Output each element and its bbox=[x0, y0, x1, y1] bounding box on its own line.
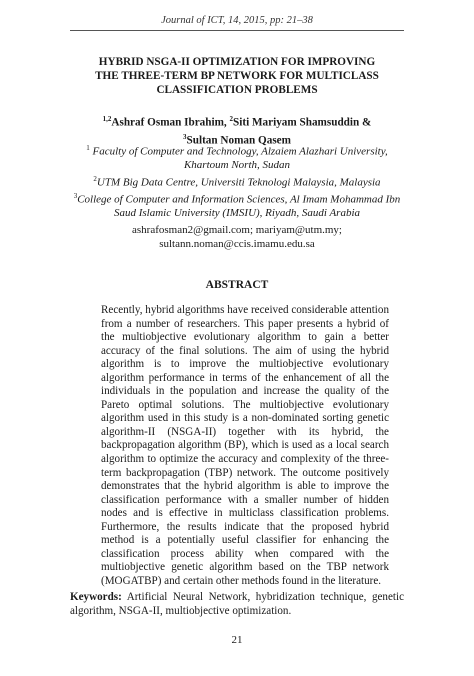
abstract-heading: ABSTRACT bbox=[205, 279, 269, 291]
affiliation-1-line-1 bbox=[40, 142, 434, 159]
keywords-paragraph bbox=[70, 591, 404, 618]
keywords-label: Keywords: bbox=[70, 591, 122, 603]
page-number: 21 bbox=[231, 634, 243, 646]
affiliation-list bbox=[40, 142, 434, 220]
affiliation-1-text: Faculty of Computer and Technology, Alzaiem Alazhari University, bbox=[89, 145, 388, 158]
affiliation-2-text: UTM Big Data Centre, Universiti Teknologi Malaysia, Malaysia bbox=[96, 176, 381, 189]
author-1-superscript: 1,2 bbox=[102, 115, 112, 123]
affiliation-3-superscript: 3 bbox=[73, 191, 78, 200]
affiliation-3-line-2: Saud Islamic University (IMSIU), Riyadh, Saudi Arabia bbox=[113, 206, 361, 219]
abstract-body: Recently, hybrid algorithms have received considerable attention from a number of researchers. This paper presents a hybrid of the multiobjective evolutionary algorithm to gain a better accuracy of the final solutions. The aim of using the hybrid algorithm is to improve the multiobjective evolutionary algorithm performance in terms of the enhancement of all the individuals in the population and increase the quality of the Pareto optimal solutions. The multiobjective evolutionary algorithm used in this study is a non-dominated sorting genetic algorithm-II (NSGA-II) together with its hybrid, the backpropagation algorithm (BP), which is used as a local search algorithm to optimize the accuracy and complexity of the three-term backpropagation (TBP) network. The outcome positively demonstrates that the hybrid algorithm is able to improve the classification performance with a smaller number of hidden nodes and is effective in multiclass classification problems. Furthermore, the results indicate that the proposed hybrid method is a potentially useful classifier for enhancing the classification process ability when compared with the multiobjective genetic algorithm based on the TBP network (MOGATBP) and certain other methods found in the literature. bbox=[101, 304, 389, 587]
author-3-superscript: 3 bbox=[183, 132, 187, 141]
author-1-name: Ashraf Osman Ibrahim, bbox=[111, 116, 230, 129]
author-line-1 bbox=[60, 112, 414, 130]
title-line-2: THE THREE-TERM BP NETWORK FOR MULTICLASS bbox=[95, 70, 379, 82]
title-line-1: HYBRID NSGA-II OPTIMIZATION FOR IMPROVING bbox=[98, 56, 376, 68]
email-line-2: sultann.noman@ccis.imamu.edu.sa bbox=[159, 237, 315, 250]
paper-title bbox=[60, 55, 414, 97]
affiliation-1-superscript: 1 bbox=[86, 144, 90, 152]
affiliation-1-line-2: Khartoum North, Sudan bbox=[183, 159, 291, 172]
author-2-name: Siti Mariyam Shamsuddin & bbox=[233, 116, 372, 129]
journal-header: Journal of ICT, 14, 2015, pp: 21–38 bbox=[161, 15, 313, 26]
author-2-superscript: 2 bbox=[229, 115, 234, 123]
header-rule bbox=[70, 30, 404, 31]
affiliation-2-superscript: 2 bbox=[93, 174, 97, 183]
email-line-1: ashrafosman2@gmail.com; mariyam@utm.my; bbox=[132, 224, 342, 236]
affiliation-3-line-1 bbox=[40, 190, 434, 207]
author-emails bbox=[40, 224, 434, 251]
affiliation-2-line-1 bbox=[40, 173, 434, 190]
keywords-text: Artificial Neural Network, hybridization technique, genetic algorithm, NSGA-II, multiobjective optimization. bbox=[70, 591, 404, 617]
author-3-name: Sultan Noman Qasem bbox=[186, 134, 291, 147]
title-line-3: CLASSIFICATION PROBLEMS bbox=[156, 84, 318, 96]
affiliation-3-text: College of Computer and Information Sciences, Al Imam Mohammad Ibn bbox=[77, 193, 401, 206]
